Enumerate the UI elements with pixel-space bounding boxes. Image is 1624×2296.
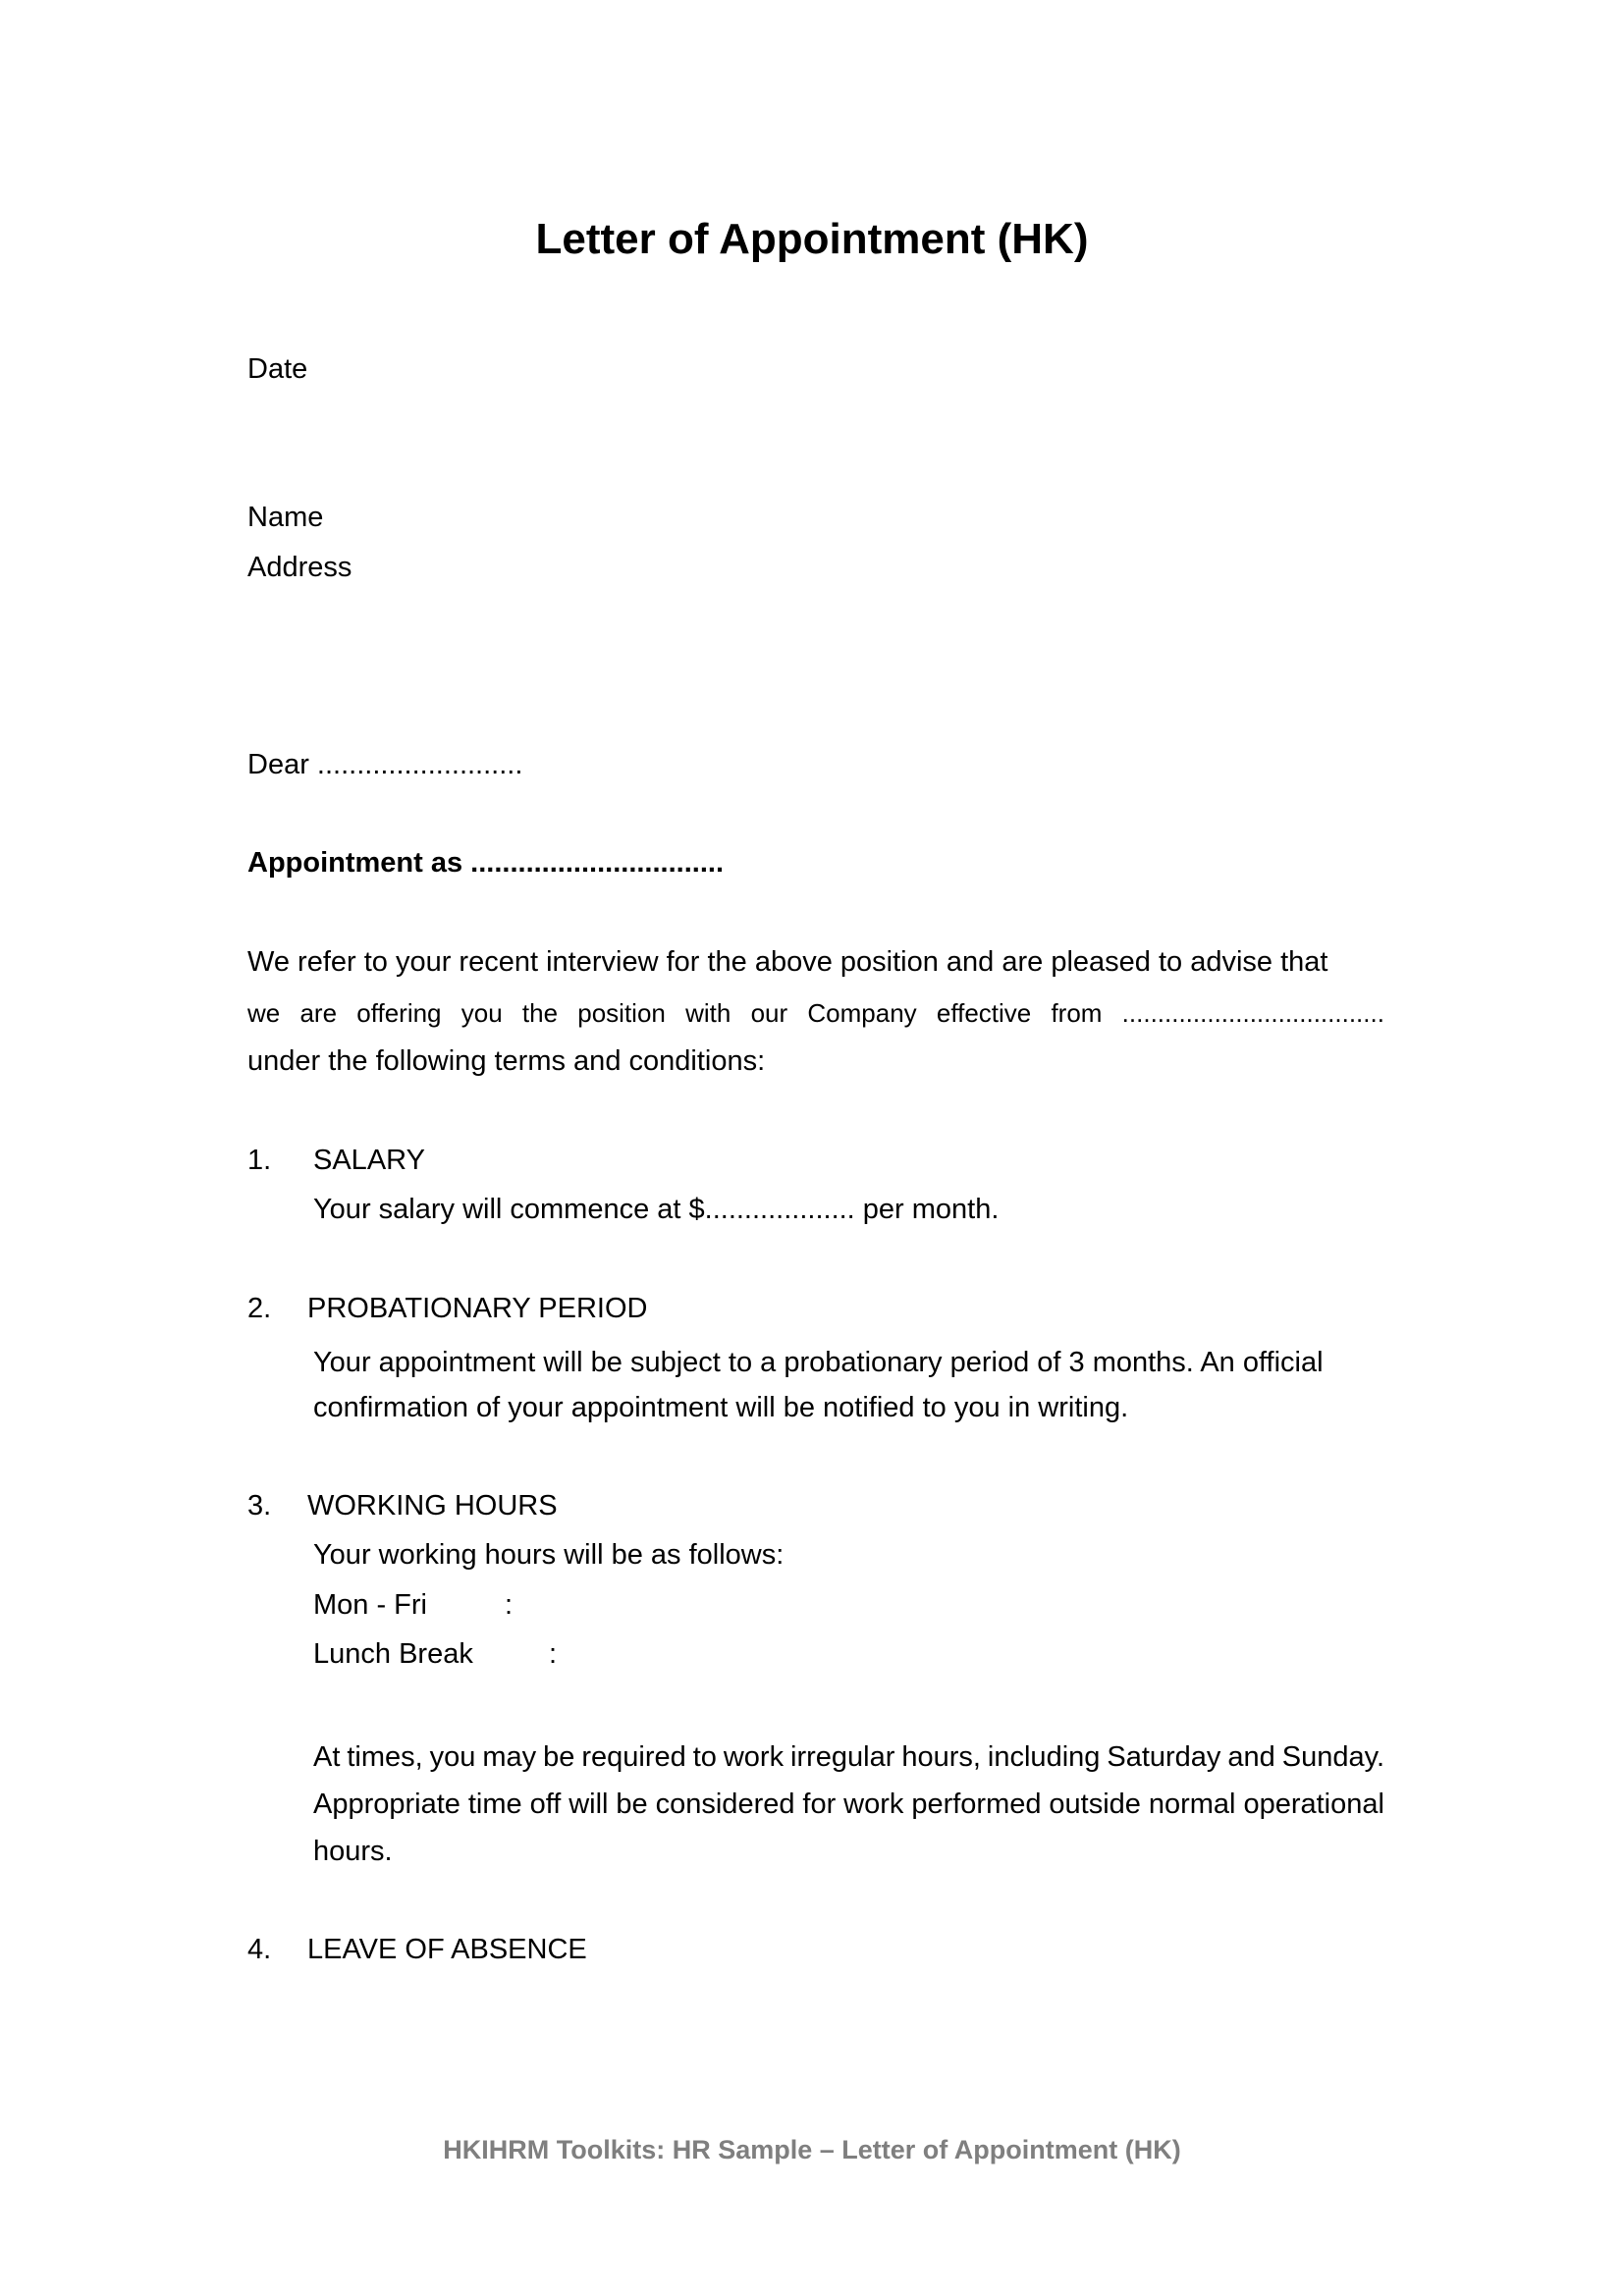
para-word: work (843, 1789, 904, 1820)
section-2-number: 2. (247, 1293, 272, 1324)
intro-word: effective (936, 998, 1032, 1028)
intro-word: ..................................... (1121, 998, 1384, 1028)
intro-word: with (685, 998, 731, 1028)
para-word: irregular (790, 1741, 895, 1773)
address-label: Address (247, 552, 352, 583)
intro-word: you (460, 998, 503, 1028)
intro-word: Company (807, 998, 917, 1028)
para-word: Saturday (1107, 1741, 1221, 1773)
schedule-separator: : (549, 1638, 558, 1670)
para-word: At (313, 1741, 341, 1773)
intro-word: are (299, 998, 338, 1028)
para-word: normal (1148, 1789, 1236, 1820)
para-word: you (429, 1741, 476, 1773)
section-3-number: 3. (247, 1490, 272, 1522)
subject-line: Appointment as ................................ (247, 847, 724, 879)
para-word: performed (911, 1789, 1042, 1820)
section-1-heading: SALARY (313, 1145, 425, 1176)
intro-word: from (1051, 998, 1103, 1028)
section-3-para-line-1 (313, 1740, 1384, 1774)
para-word: to (692, 1741, 717, 1773)
intro-line-2 (247, 997, 1384, 1029)
section-3-heading: WORKING HOURS (307, 1490, 558, 1522)
para-word: Appropriate (313, 1789, 460, 1820)
name-label: Name (247, 502, 324, 533)
para-word: will (568, 1789, 609, 1820)
para-word: outside (1049, 1789, 1141, 1820)
section-2-line-1: Your appointment will be subject to a probationary period of 3 months. An official (313, 1347, 1324, 1378)
schedule-label-lunch: Lunch Break (313, 1638, 473, 1670)
section-4-heading: LEAVE OF ABSENCE (307, 1934, 587, 1965)
intro-word: position (577, 998, 666, 1028)
para-word: required (581, 1741, 686, 1773)
intro-word: our (750, 998, 788, 1028)
section-1-number: 1. (247, 1145, 272, 1176)
intro-line-3: under the following terms and conditions: (247, 1045, 766, 1077)
schedule-label-weekdays: Mon - Fri (313, 1589, 427, 1621)
section-4-number: 4. (247, 1934, 272, 1965)
section-3-para-line-2 (313, 1788, 1384, 1821)
para-word: including (987, 1741, 1101, 1773)
para-word: considered (655, 1789, 795, 1820)
page-footer: HKIHRM Toolkits: HR Sample – Letter of Appointment (HK) (443, 2135, 1181, 2164)
para-word: and (1227, 1741, 1275, 1773)
para-word: be (543, 1741, 575, 1773)
para-word: may (482, 1741, 537, 1773)
section-2-heading: PROBATIONARY PERIOD (307, 1293, 648, 1324)
para-word: work (723, 1741, 785, 1773)
intro-word: we (247, 998, 281, 1028)
page-title: Letter of Appointment (HK) (535, 215, 1089, 263)
schedule-separator: : (505, 1589, 514, 1621)
para-word: hours, (901, 1741, 981, 1773)
date-label: Date (247, 353, 308, 385)
intro-word: offering (356, 998, 442, 1028)
intro-word: the (521, 998, 559, 1028)
para-word: for (802, 1789, 837, 1820)
salutation: Dear .......................... (247, 749, 523, 780)
para-word: times, (347, 1741, 423, 1773)
para-word: Sunday. (1281, 1741, 1384, 1773)
section-3-intro: Your working hours will be as follows: (313, 1539, 785, 1571)
section-2-line-2: confirmation of your appointment will be notified to you in writing. (313, 1392, 1129, 1423)
section-1-line: Your salary will commence at $................... per month. (313, 1194, 1000, 1225)
para-word: time (467, 1789, 522, 1820)
para-word: operational (1243, 1789, 1384, 1820)
para-word: be (616, 1789, 648, 1820)
intro-line-1: We refer to your recent interview for the above position and are pleased to advise that (247, 946, 1328, 978)
para-word: off (529, 1789, 562, 1820)
section-3-para-line-3: hours. (313, 1836, 393, 1867)
